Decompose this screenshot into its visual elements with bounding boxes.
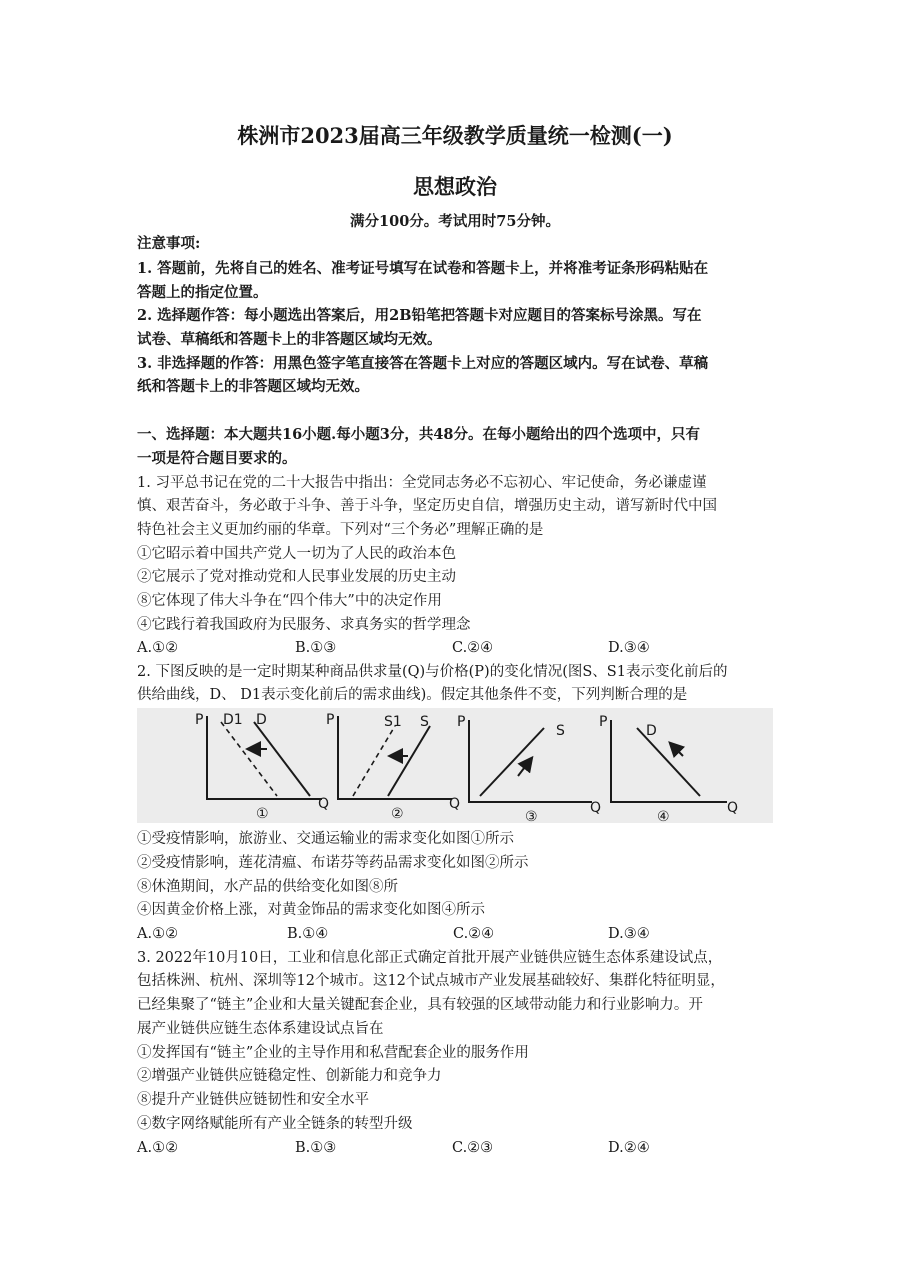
curve-d-label: D: [256, 712, 267, 728]
q1-stem: 特色社会主义更加约丽的华章。下列对“三个务必”理解正确的是: [137, 522, 544, 538]
curve-s-label: S: [556, 723, 565, 739]
q1-option-b: B.①③: [295, 640, 337, 656]
shift-arrow: [518, 759, 531, 776]
q-axis-label: Q: [449, 796, 461, 812]
q2-statement: ⑧休渔期间，水产品的供给变化如图⑧所: [137, 879, 398, 895]
q2-statement: ④因黄金价格上涨，对黄金饰品的需求变化如图④所示: [137, 902, 485, 918]
axes: [611, 720, 727, 802]
curve-d-label: D: [646, 723, 657, 739]
q-axis-label: Q: [318, 796, 330, 812]
axes: [207, 716, 322, 799]
panel-caption: ④: [657, 809, 670, 823]
q-axis-label: Q: [727, 800, 739, 816]
q3-option-a: A.①②: [137, 1140, 179, 1156]
q-axis-label: Q: [590, 800, 602, 816]
panel-caption: ②: [391, 806, 404, 822]
q2-option-b: B.①④: [287, 926, 329, 942]
section-heading: 一项是符合题目要求的。: [137, 450, 297, 467]
q3-statement: ⑧提升产业链供应链韧性和安全水平: [137, 1092, 369, 1108]
curve-s: [480, 728, 544, 796]
q1-statement: ⑧它体现了伟大斗争在“四个伟大”中的决定作用: [137, 593, 442, 609]
q1-stem: 1. 习平总书记在党的二十大报告中指出：全党同志务必不忘初心、牢记使命，务必谦虚谨: [137, 475, 707, 491]
q3-statement: ④数字网络赋能所有产业全链条的转型升级: [137, 1116, 413, 1132]
supply-demand-figure: [137, 708, 773, 823]
panel-2: [326, 712, 460, 822]
notes-line: 试卷、草稿纸和答题卡上的非答题区域均无效。: [137, 331, 442, 348]
panel-caption: ③: [525, 809, 538, 823]
exam-info: 满分100分。考试用时75分钟。: [350, 213, 560, 230]
panel-caption: ①: [256, 806, 269, 822]
q1-option-d: D.③④: [608, 640, 650, 656]
panel-3: [457, 714, 601, 823]
notes-line: 2. 选择题作答：每小题选出答案后，用2B铅笔把答题卡对应题目的答案标号涂黑。写在: [137, 307, 702, 324]
q2-stem: 供给曲线，D、 D1表示变化前后的需求曲线)。假定其他条件不变，下列判断合理的是: [137, 687, 688, 703]
curve-s: [388, 726, 430, 796]
notes-line: 3. 非选择题的作答：用黑色签字笔直接答在答题卡上对应的答题区域内。写在试卷、草稿: [137, 355, 709, 372]
p-axis-label: P: [457, 714, 466, 730]
q1-statement: ④它践行着我国政府为民服务、求真务实的哲学理念: [137, 617, 471, 633]
q3-option-d: D.②④: [608, 1140, 650, 1156]
q3-stem: 3. 2022年10月10日，工业和信息化部正式确定首批开展产业链供应链生态体系建设试点，: [137, 950, 723, 966]
q3-statement: ②增强产业链供应链稳定性、创新能力和竞争力: [137, 1068, 442, 1084]
curve-s1: [353, 726, 395, 796]
p-axis-label: P: [599, 714, 608, 730]
q1-statement: ①它昭示着中国共产党人一切为了人民的政治本色: [137, 546, 456, 562]
q2-statement: ②受疫情影响，莲花清瘟、布诺芬等药品需求变化如图②所示: [137, 855, 529, 871]
curve-d1-label: D1: [223, 712, 243, 728]
p-axis-label: P: [195, 712, 204, 728]
notes-line: 纸和答题卡上的非答题区域均无效。: [137, 378, 369, 395]
q1-option-c: C.②④: [452, 640, 494, 656]
q2-stem: 2. 下图反映的是一定时期某种商品供求量(Q)与价格(P)的变化情况(图S、S1表示变化前后的: [137, 664, 728, 680]
q3-stem: 已经集聚了“链主”企业和大量关键配套企业，具有较强的区域带动能力和行业影响力。开: [137, 997, 703, 1013]
curve-d1: [221, 722, 277, 796]
notes-heading: 注意事项:: [137, 235, 201, 252]
q3-stem: 展产业链供应链生态体系建设试点旨在: [137, 1021, 384, 1037]
q1-statement: ②它展示了党对推动党和人民事业发展的历史主动: [137, 569, 456, 585]
exam-title: 株洲市2023届高三年级教学质量统一检测(一): [237, 123, 673, 148]
section-heading: 一、选择题：本大题共16小题.每小题3分，共48分。在每小题给出的四个选项中，只有: [137, 426, 700, 443]
notes-line: 答题上的指定位置。: [137, 284, 268, 301]
q1-stem: 慎、艰苦奋斗，务必敢于斗争、善于斗争，坚定历史自信，增强历史主动，谱写新时代中国: [137, 498, 717, 514]
panel-1: [195, 712, 329, 822]
q1-option-a: A.①②: [137, 640, 179, 656]
shift-arrow: [671, 744, 683, 756]
curve-s-label: S: [420, 714, 429, 730]
q3-option-c: C.②③: [452, 1140, 494, 1156]
q3-option-b: B.①③: [295, 1140, 337, 1156]
q2-option-c: C.②④: [453, 926, 495, 942]
q2-statement: ①受疫情影响，旅游业、交通运输业的需求变化如图①所示: [137, 831, 514, 847]
curve-d: [254, 722, 310, 796]
q3-stem: 包括株洲、杭州、深圳等12个城市。这12个试点城市产业发展基础较好、集群化特征明显，: [137, 973, 725, 989]
p-axis-label: P: [326, 712, 335, 728]
panel-4: [599, 714, 738, 823]
curve-s1-label: S1: [384, 714, 402, 730]
q3-statement: ①发挥国有“链主”企业的主导作用和私营配套企业的服务作用: [137, 1045, 529, 1061]
q2-option-d: D.③④: [608, 926, 650, 942]
subject-title: 思想政治: [413, 174, 497, 199]
notes-line: 1. 答题前，先将自己的姓名、准考证号填写在试卷和答题卡上，并将准考证条形码粘贴在: [137, 260, 709, 277]
q2-option-a: A.①②: [137, 926, 179, 942]
